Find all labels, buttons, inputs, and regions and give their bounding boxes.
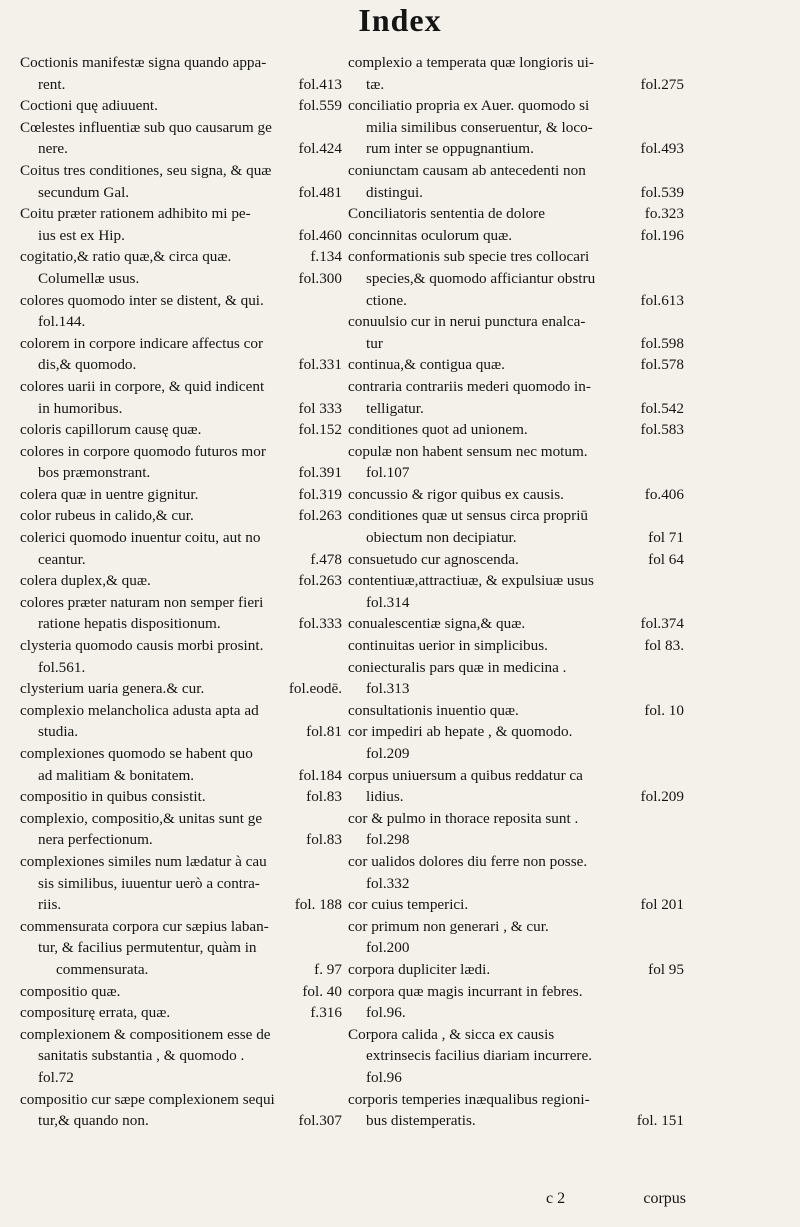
- folio-reference: fol. 188: [294, 896, 342, 914]
- entry-text: dis,& quomodo.: [38, 356, 137, 374]
- entry-text: cor primum non generari , & cur.: [348, 917, 549, 935]
- entry-text: tæ.: [366, 75, 385, 93]
- index-entry-line: [348, 829, 684, 851]
- index-column-right: [348, 52, 684, 1132]
- folio-reference: fol 95: [648, 960, 684, 978]
- index-entry-line: [348, 268, 684, 290]
- entry-text: corpus uniuersum a quibus reddatur ca: [348, 766, 583, 784]
- index-entry-line: [20, 441, 342, 463]
- entry-text: copulæ non habent sensum nec motum.: [348, 442, 588, 460]
- entry-text: Cœlestes influentiæ sub quo causarum ge: [20, 118, 272, 136]
- index-entry-line: [20, 937, 342, 959]
- folio-reference: fol.374: [640, 615, 684, 633]
- index-entry-line: [20, 1024, 342, 1046]
- folio-reference: fo.406: [644, 485, 684, 503]
- entry-text: rent.: [38, 75, 66, 93]
- index-entry-line: [348, 117, 684, 139]
- entry-text: Columellæ usus.: [38, 269, 140, 287]
- entry-text: colores uarii in corpore, & quid indicent: [20, 377, 265, 395]
- entry-text: telligatur.: [366, 399, 424, 417]
- index-entry-line: [348, 1110, 684, 1132]
- folio-reference: fol.333: [298, 615, 342, 633]
- entry-text: fol.72: [38, 1068, 74, 1086]
- index-entry-line: [348, 225, 684, 247]
- index-entry-line: [348, 678, 684, 700]
- folio-reference: fol.391: [298, 464, 342, 482]
- index-entry-line: [20, 182, 342, 204]
- folio-reference: fol.300: [298, 269, 342, 287]
- index-entry-line: [348, 1045, 684, 1067]
- entry-text: cor ualidos dolores diu ferre non posse.: [348, 852, 588, 870]
- entry-text: colorem in corpore indicare affectus cor: [20, 334, 264, 352]
- folio-reference: fol.559: [298, 97, 342, 115]
- entry-text: complexio a temperata quæ longioris ui-: [348, 54, 594, 71]
- index-entry-line: [20, 527, 342, 549]
- entry-text: fol.200: [366, 939, 410, 957]
- entry-text: continua,& contigua quæ.: [348, 356, 505, 374]
- index-entry-line: [20, 290, 342, 312]
- entry-text: consuetudo cur agnoscenda.: [348, 550, 519, 568]
- entry-text: clysteria quomodo causis morbi prosint.: [20, 637, 264, 655]
- folio-reference: fol.331: [298, 356, 342, 374]
- index-entry-line: [348, 721, 684, 743]
- index-entry-line: [20, 549, 342, 571]
- folio-reference: fol.583: [640, 421, 684, 439]
- index-entry-line: [20, 916, 342, 938]
- index-entry-line: [348, 570, 684, 592]
- entry-text: coniecturalis pars quæ in medicina .: [348, 658, 567, 676]
- entry-text: nera perfectionum.: [38, 831, 153, 849]
- folio-reference: fol.eodē.: [288, 680, 342, 698]
- index-entry-line: [20, 678, 342, 700]
- entry-text: studia.: [38, 723, 79, 741]
- index-entry-line: [20, 1002, 342, 1024]
- folio-reference: fol.275: [640, 75, 684, 93]
- index-entry-line: [348, 290, 684, 312]
- index-entry-line: [20, 505, 342, 527]
- folio-reference: fol.307: [298, 1112, 342, 1130]
- entry-text: complexiones similes num lædatur à cau: [20, 852, 267, 870]
- entry-text: consultationis inuentio quæ.: [348, 701, 519, 719]
- folio-reference: fol.493: [640, 140, 684, 158]
- index-entry-line: [20, 1089, 342, 1111]
- folio-reference: fol.263: [298, 507, 342, 525]
- folio-reference: fol.152: [298, 421, 342, 439]
- index-entry-line: [20, 765, 342, 787]
- entry-text: fol.144.: [38, 313, 86, 331]
- entry-text: contentiuæ,attractiuæ, & expulsiuæ usus: [348, 572, 594, 590]
- catchword: corpus: [643, 1190, 686, 1207]
- entry-text: coloris capillorum causę quæ.: [20, 421, 202, 439]
- index-entry-line: [348, 743, 684, 765]
- index-entry-line: [20, 268, 342, 290]
- entry-text: cor cuius temperici.: [348, 896, 469, 914]
- index-entry-line: [20, 613, 342, 635]
- index-entry-line: [348, 1002, 684, 1024]
- entry-text: riis.: [38, 896, 62, 914]
- index-entry-line: [20, 311, 342, 333]
- entry-text: concussio & rigor quibus ex causis.: [348, 485, 564, 503]
- index-entry-line: [348, 981, 684, 1003]
- index-entry-line: [20, 484, 342, 506]
- entry-text: sanitatis substantia , & quomodo .: [38, 1047, 245, 1065]
- index-entry-line: [348, 765, 684, 787]
- index-entry-line: [20, 829, 342, 851]
- index-entry-line: [348, 505, 684, 527]
- entry-text: colores præter naturam non semper fieri: [20, 593, 264, 611]
- folio-reference: fol.542: [640, 399, 684, 417]
- folio-reference: fol. 151: [636, 1112, 684, 1130]
- folio-reference: fol.424: [298, 140, 342, 158]
- entry-text: colerici quomodo inuentur coitu, aut no: [20, 529, 261, 547]
- index-entry-line: [348, 873, 684, 895]
- index-entry-line: [20, 1110, 342, 1132]
- index-entry-line: [20, 203, 342, 225]
- entry-text: complexiones quomodo se habent quo: [20, 745, 253, 762]
- index-entry-line: [348, 354, 684, 376]
- index-entry-line: [20, 225, 342, 247]
- folio-reference: fol.196: [640, 226, 684, 244]
- entry-text: colera duplex,& quæ.: [20, 572, 151, 590]
- entry-text: conualescentiæ signa,& quæ.: [348, 615, 526, 633]
- index-entry-line: [20, 160, 342, 182]
- index-entry-line: [348, 311, 684, 333]
- index-entry-line: [20, 570, 342, 592]
- folio-reference: fol 64: [648, 550, 684, 568]
- entry-text: tur,& quando non.: [38, 1112, 149, 1130]
- entry-text: fol.107: [366, 464, 410, 482]
- entry-text: contraria contrariis mederi quomodo in-: [348, 377, 591, 395]
- folio-reference: fol.413: [298, 75, 342, 93]
- entry-text: bus distemperatis.: [366, 1112, 476, 1130]
- entry-text: continuitas uerior in simplicibus.: [348, 637, 548, 655]
- entry-text: concinnitas oculorum quæ.: [348, 226, 513, 244]
- entry-text: cogitatio,& ratio quæ,& circa quæ.: [20, 248, 232, 266]
- folio-reference: fol 83.: [644, 637, 684, 655]
- entry-text: ceantur.: [38, 550, 86, 568]
- folio-reference: fol.83: [306, 788, 342, 806]
- index-entry-line: [348, 182, 684, 204]
- folio-reference: fol.184: [298, 766, 342, 784]
- entry-text: corporis temperies inæqualibus regioni-: [348, 1090, 590, 1108]
- index-entry-line: [348, 52, 684, 74]
- page-footer: [546, 1190, 686, 1208]
- folio-reference: fol.81: [306, 723, 342, 741]
- index-entry-line: [348, 376, 684, 398]
- index-entry-line: [348, 527, 684, 549]
- entry-text: compositio quæ.: [20, 982, 121, 1000]
- entry-text: commensurata corpora cur sæpius laban-: [20, 917, 269, 935]
- entry-text: Corpora calida , & sicca ex causis: [348, 1025, 555, 1043]
- folio-reference: fol.598: [640, 334, 684, 352]
- index-entry-line: [348, 786, 684, 808]
- index-entry-line: [348, 700, 684, 722]
- entry-text: bos præmonstrant.: [38, 464, 151, 482]
- entry-text: tur, & facilius permutentur, quàm in: [38, 939, 257, 957]
- index-entry-line: [20, 743, 342, 765]
- entry-text: distingui.: [366, 183, 423, 201]
- index-entry-line: [20, 721, 342, 743]
- folio-reference: fol.263: [298, 572, 342, 590]
- index-entry-line: [348, 613, 684, 635]
- index-entry-line: [20, 851, 342, 873]
- entry-text: complexionem & compositionem esse de: [20, 1025, 271, 1043]
- entry-text: in humoribus.: [38, 399, 123, 417]
- folio-reference: f.134: [310, 248, 342, 266]
- index-entry-line: [20, 1045, 342, 1067]
- entry-text: coniunctam causam ab antecedenti non: [348, 161, 586, 179]
- folio-reference: fol.539: [640, 183, 684, 201]
- index-entry-line: [348, 95, 684, 117]
- entry-text: Coitus tres conditiones, seu signa, & quæ: [20, 161, 272, 179]
- folio-reference: fo.323: [644, 205, 684, 223]
- index-entry-line: [348, 138, 684, 160]
- folio-reference: fol.319: [298, 485, 342, 503]
- entry-text: colera quæ in uentre gignitur.: [20, 485, 199, 503]
- folio-reference: f.316: [310, 1004, 342, 1022]
- index-entry-line: [20, 333, 342, 355]
- index-entry-line: [348, 160, 684, 182]
- folio-reference: fol 71: [648, 529, 684, 547]
- entry-text: milia similibus conseruentur, & loco-: [366, 118, 593, 136]
- entry-text: fol.314: [366, 593, 410, 611]
- index-entry-line: [20, 354, 342, 376]
- folio-reference: fol.578: [640, 356, 684, 374]
- entry-text: conformationis sub specie tres collocari: [348, 248, 590, 266]
- folio-reference: fol.83: [306, 831, 342, 849]
- index-entry-line: [20, 246, 342, 268]
- index-entry-line: [20, 74, 342, 96]
- entry-text: cor impediri ab hepate , & quomodo.: [348, 723, 573, 741]
- folio-reference: fol. 40: [302, 982, 342, 1000]
- index-entry-line: [20, 786, 342, 808]
- entry-text: fol.313: [366, 680, 410, 698]
- index-entry-line: [20, 635, 342, 657]
- index-entry-line: [20, 117, 342, 139]
- folio-reference: f. 97: [314, 960, 342, 978]
- entry-text: Coitu præter rationem adhibito mi pe-: [20, 205, 251, 223]
- entry-text: nere.: [38, 140, 68, 158]
- entry-text: commensurata.: [56, 960, 149, 978]
- folio-reference: fol. 10: [644, 701, 684, 719]
- entry-text: sis similibus, iuuentur uerò a contra-: [38, 874, 260, 892]
- index-entry-line: [348, 894, 684, 916]
- index-entry-line: [348, 1067, 684, 1089]
- entry-text: complexio, compositio,& unitas sunt ge: [20, 809, 263, 827]
- entry-text: color rubeus in calido,& cur.: [20, 507, 194, 525]
- index-entry-line: [20, 398, 342, 420]
- index-entry-line: [348, 333, 684, 355]
- entry-text: clysterium uaria genera.& cur.: [20, 680, 205, 698]
- index-entry-line: [348, 1024, 684, 1046]
- entry-text: Coctioni quę adiuuent.: [20, 97, 158, 115]
- index-entry-line: [20, 376, 342, 398]
- index-entry-line: [20, 981, 342, 1003]
- entry-text: fol.209: [366, 745, 410, 762]
- entry-text: fol.561.: [38, 658, 86, 676]
- entry-text: species,& quomodo afficiantur obstru: [366, 269, 596, 287]
- index-entry-line: [348, 462, 684, 484]
- entry-text: Conciliatoris sententia de dolore: [348, 205, 545, 223]
- folio-reference: f.478: [310, 550, 342, 568]
- index-entry-line: [348, 657, 684, 679]
- entry-text: lidius.: [366, 788, 404, 806]
- index-entry-line: [20, 873, 342, 895]
- entry-text: colores quomodo inter se distent, & qui.: [20, 291, 264, 309]
- index-entry-line: [20, 700, 342, 722]
- entry-text: corpora quæ magis incurrant in febres.: [348, 982, 583, 1000]
- folio-reference: fol.460: [298, 226, 342, 244]
- entry-text: complexio melancholica adusta apta ad: [20, 701, 259, 719]
- index-entry-line: [20, 657, 342, 679]
- entry-text: conuulsio cur in nerui punctura enalca-: [348, 313, 586, 331]
- entry-text: cor & pulmo in thorace reposita sunt .: [348, 809, 579, 827]
- index-entry-line: [348, 959, 684, 981]
- entry-text: fol.96: [366, 1068, 402, 1086]
- index-entry-line: [20, 808, 342, 830]
- index-entry-line: [348, 441, 684, 463]
- index-entry-line: [20, 592, 342, 614]
- index-entry-line: [20, 138, 342, 160]
- index-entry-line: [20, 1067, 342, 1089]
- index-entry-line: [348, 398, 684, 420]
- index-entry-line: [20, 894, 342, 916]
- index-entry-line: [348, 549, 684, 571]
- entry-text: compositio in quibus consistit.: [20, 788, 206, 806]
- index-entry-line: [348, 851, 684, 873]
- entry-text: extrinsecis facilius diariam incurrere.: [366, 1047, 593, 1065]
- index-entry-line: [348, 419, 684, 441]
- entry-text: tur: [366, 334, 383, 352]
- index-entry-line: [20, 959, 342, 981]
- folio-reference: fol.481: [298, 183, 342, 201]
- index-entry-line: [348, 484, 684, 506]
- entry-text: fol.96.: [366, 1004, 406, 1022]
- entry-text: ctione.: [366, 291, 407, 309]
- index-entry-line: [20, 52, 342, 74]
- index-entry-line: [348, 808, 684, 830]
- entry-text: Coctionis manifestæ signa quando appa-: [20, 54, 267, 71]
- entry-text: conditiones quot ad unionem.: [348, 421, 528, 439]
- index-entry-line: [348, 937, 684, 959]
- index-entry-line: [20, 95, 342, 117]
- index-entry-line: [348, 916, 684, 938]
- folio-reference: fol 333: [298, 399, 342, 417]
- entry-text: compositurę errata, quæ.: [20, 1004, 171, 1022]
- entry-text: rum inter se oppugnantium.: [366, 140, 534, 158]
- entry-text: secundum Gal.: [38, 183, 130, 201]
- signature-mark: c 2: [546, 1190, 566, 1207]
- index-entry-line: [348, 246, 684, 268]
- entry-text: colores in corpore quomodo futuros mor: [20, 442, 266, 460]
- index-entry-line: [348, 1089, 684, 1111]
- index-entry-line: [348, 592, 684, 614]
- index-entry-line: [20, 419, 342, 441]
- index-entry-line: [20, 462, 342, 484]
- index-column-left: [20, 52, 342, 1132]
- entry-text: obiectum non decipiatur.: [366, 529, 517, 547]
- entry-text: conditiones quæ ut sensus circa propriū: [348, 507, 589, 525]
- entry-text: corpora dupliciter lædi.: [348, 960, 491, 978]
- index-entry-line: [348, 74, 684, 96]
- entry-text: compositio cur sæpe complexionem sequi: [20, 1090, 275, 1108]
- folio-reference: fol.613: [640, 291, 684, 309]
- entry-text: fol.332: [366, 874, 410, 892]
- folio-reference: fol.209: [640, 788, 684, 806]
- entry-text: fol.298: [366, 831, 410, 849]
- entry-text: ratione hepatis dispositionum.: [38, 615, 221, 633]
- page-title: Index: [358, 2, 442, 38]
- entry-text: ius est ex Hip.: [38, 226, 125, 244]
- entry-text: conciliatio propria ex Auer. quomodo si: [348, 97, 590, 115]
- entry-text: ad malitiam & bonitatem.: [38, 766, 195, 784]
- index-entry-line: [348, 635, 684, 657]
- index-entry-line: [348, 203, 684, 225]
- folio-reference: fol 201: [640, 896, 684, 914]
